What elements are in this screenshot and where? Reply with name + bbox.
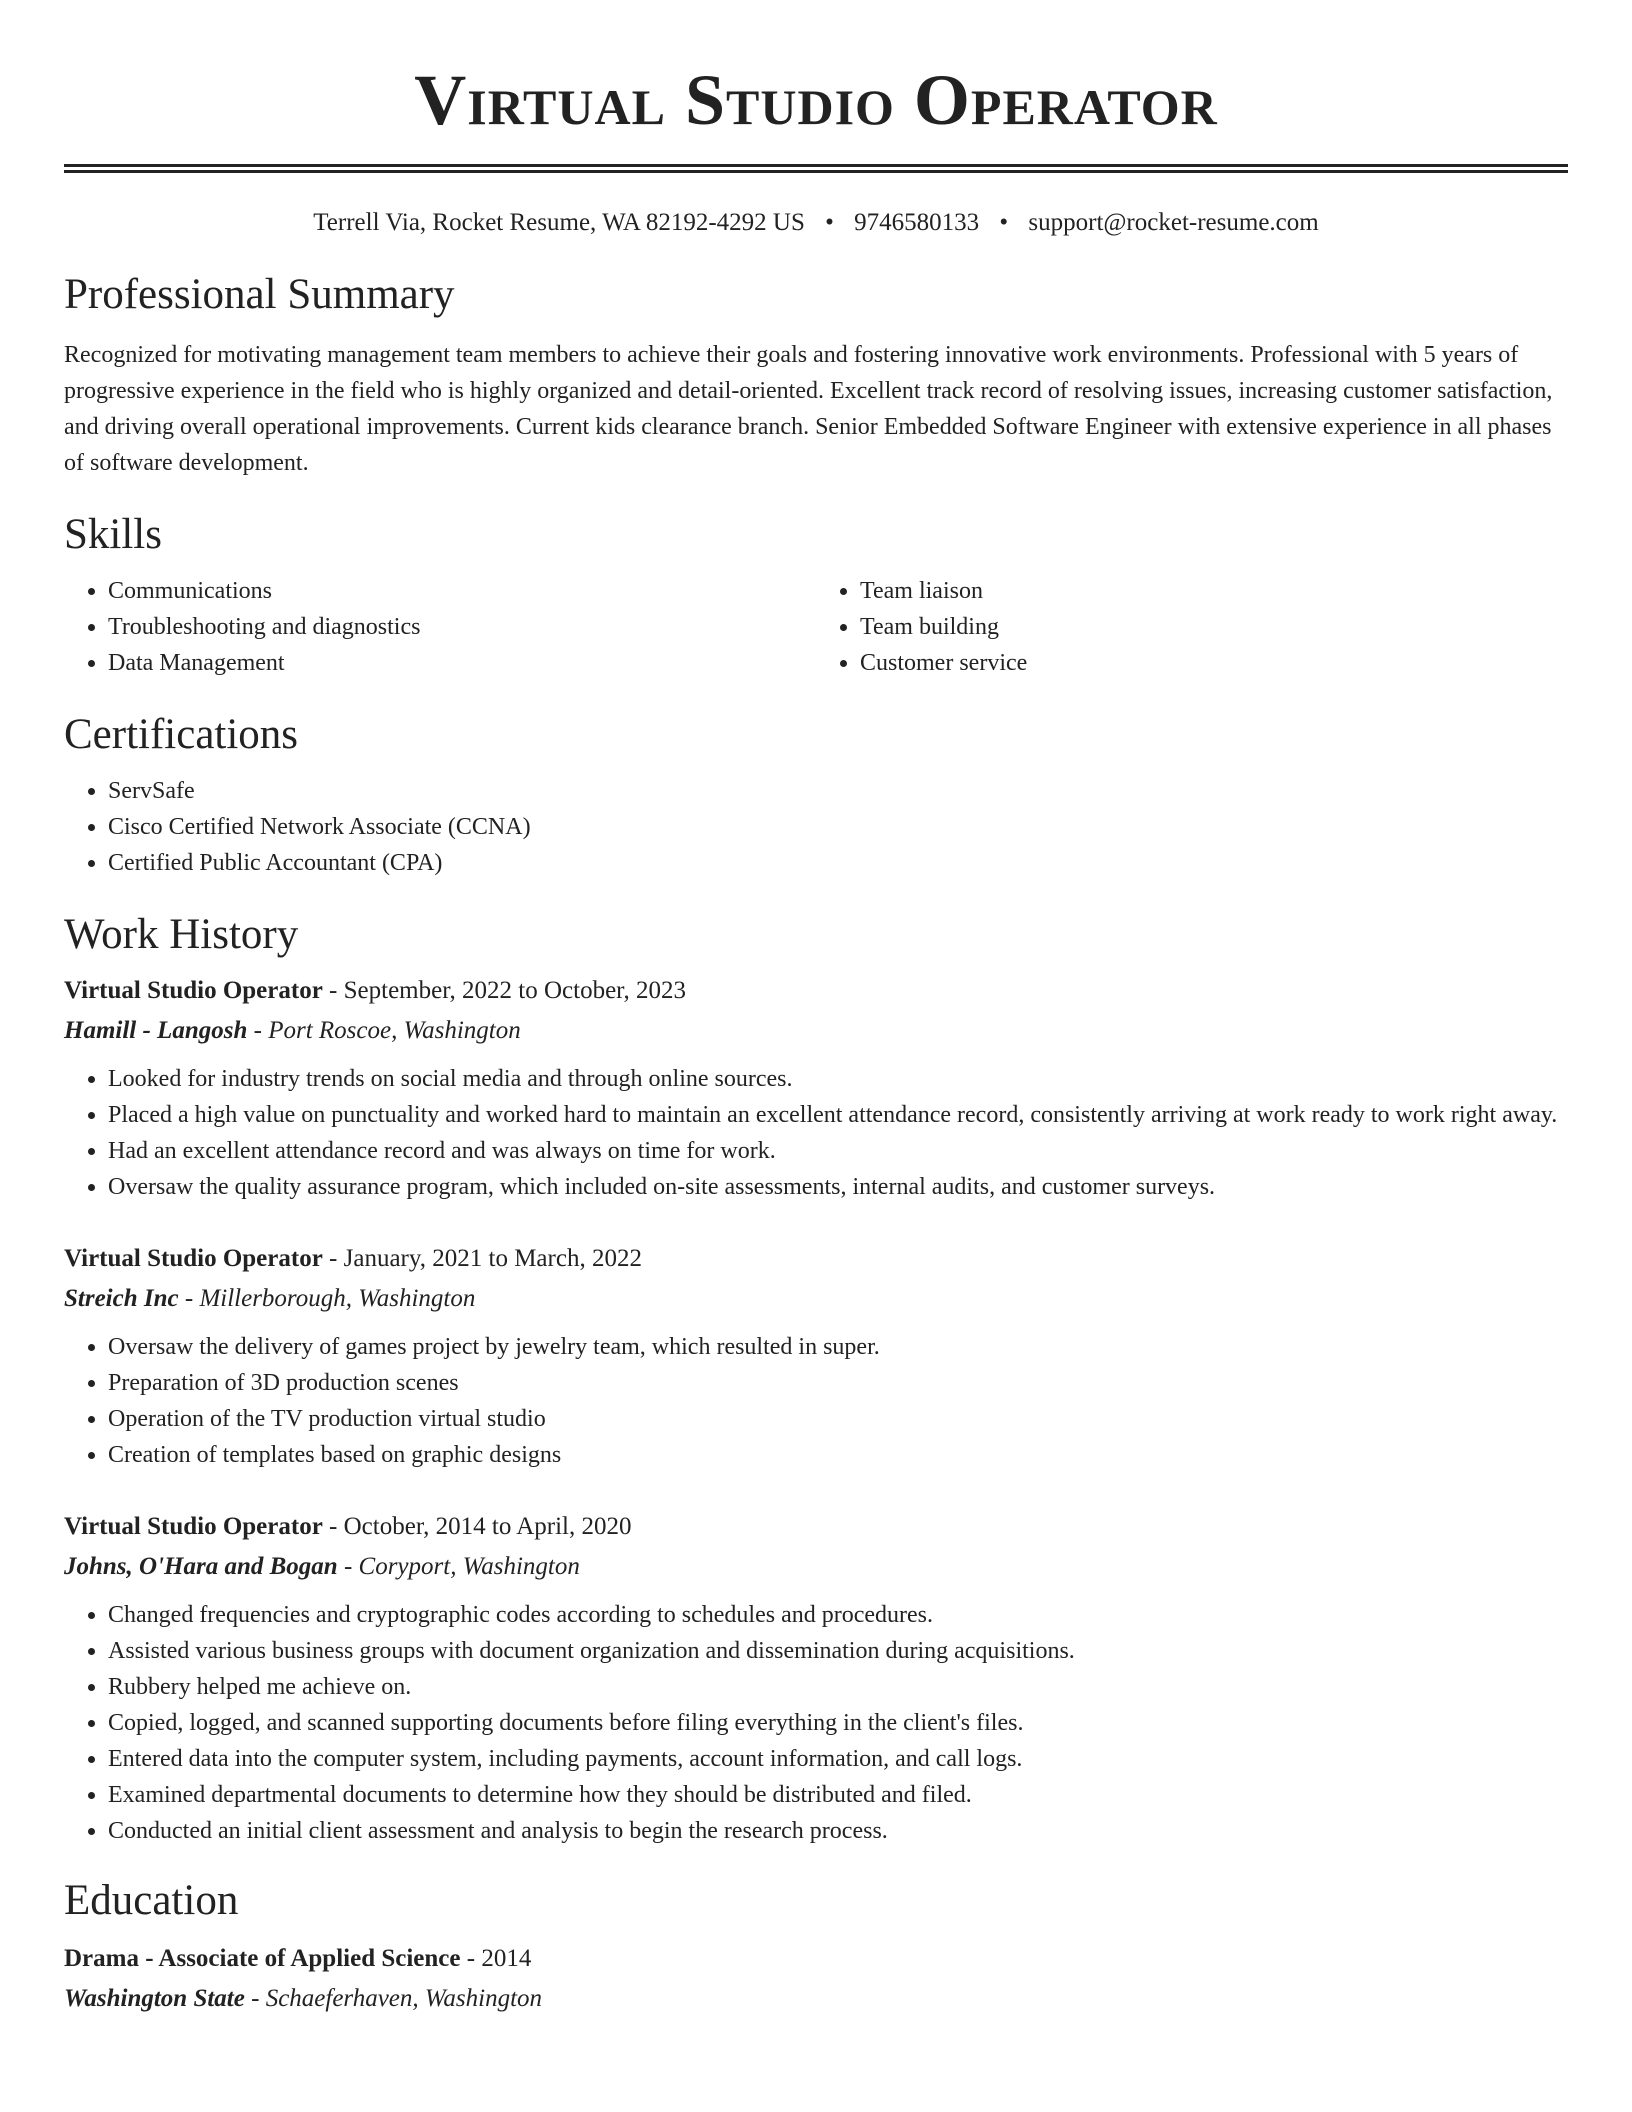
work-history-section [64, 909, 1568, 1849]
contact-phone: 9746580133 [854, 209, 980, 236]
job-duty: • Creation of templates based on graphic designs [108, 1437, 1568, 1473]
skills-right-list [816, 573, 1568, 681]
job-duty: • Copied, logged, and scanned supporting documents before filing everything in the client's files. [108, 1705, 1568, 1741]
job-location: Coryport, Washington [358, 1553, 580, 1580]
job-employer: Johns, O'Hara and Bogan - Coryport, Washington [64, 1553, 580, 1580]
certifications-section [64, 709, 1568, 881]
job-entry [64, 1239, 1568, 1473]
education-degree: Drama - Associate of Applied Science [64, 1945, 461, 1972]
summary-text: Recognized for motivating management team members to achieve their goals and fostering innovative work environments. Professional with 5 years of progressive experience in the field who is highly organized and detail-oriented. Excellent track record of resolving issues, increasing customer satisfaction, and driving overall operational improvements. Current kids clearance branch. Senior Embedded Software Engineer with extensive experience in all phases of software development. [64, 342, 1553, 476]
job-duty: • Placed a high value on punctuality and worked hard to maintain an excellent attendance record, consistently arriving at work ready to work right away. [108, 1097, 1568, 1133]
resume-title: Virtual Studio Operator [414, 60, 1218, 140]
skills-left-list [64, 573, 816, 681]
job-title: Virtual Studio Operator [64, 1245, 323, 1272]
skills-section [64, 509, 1568, 681]
job-duty: • Operation of the TV production virtual studio [108, 1401, 1568, 1437]
certifications-heading: Certifications [64, 711, 299, 758]
education-school-line: Washington State - Schaeferhaven, Washington [64, 1985, 543, 2012]
education-year: 2014 [481, 1945, 532, 1972]
contact-address: Terrell Via, Rocket Resume, WA 82192-4292 US [313, 209, 805, 236]
job-duties-list [64, 1329, 1568, 1473]
job-title: Virtual Studio Operator [64, 977, 323, 1004]
job-header: Virtual Studio Operator - September, 2022 to October, 2023 [64, 977, 686, 1004]
education-heading: Education [64, 1877, 239, 1924]
skill-item: • Team liaison [860, 573, 1568, 609]
job-title: Virtual Studio Operator [64, 1513, 323, 1540]
skill-item: • Communications [108, 573, 816, 609]
job-duty: • Looked for industry trends on social media and through online sources. [108, 1061, 1568, 1097]
job-location: Port Roscoe, Washington [268, 1017, 521, 1044]
job-entry [64, 971, 1568, 1205]
job-duty: • Rubbery helped me achieve on. [108, 1669, 1568, 1705]
job-duties-list [64, 1597, 1568, 1849]
education-school: Washington State [64, 1985, 245, 2012]
education-section [64, 1875, 1568, 2019]
skill-item: • Data Management [108, 645, 816, 681]
job-duty: • Conducted an initial client assessment and analysis to begin the research process. [108, 1813, 1568, 1849]
job-employer: Streich Inc - Millerborough, Washington [64, 1285, 476, 1312]
certification-item: • Certified Public Accountant (CPA) [108, 845, 1568, 881]
job-company: Streich Inc [64, 1285, 179, 1312]
contact-separator: • [825, 209, 834, 236]
job-duty: • Entered data into the computer system, including payments, account information, and call logs. [108, 1741, 1568, 1777]
skill-item: • Customer service [860, 645, 1568, 681]
summary-section [64, 269, 1568, 481]
job-duty: • Examined departmental documents to determine how they should be distributed and filed. [108, 1777, 1568, 1813]
job-duty: • Changed frequencies and cryptographic codes according to schedules and procedures. [108, 1597, 1568, 1633]
contact-line [64, 207, 1568, 239]
job-header: Virtual Studio Operator - October, 2014 to April, 2020 [64, 1513, 632, 1540]
job-dates: January, 2021 to March, 2022 [343, 1245, 642, 1272]
job-company: Johns, O'Hara and Bogan [64, 1553, 338, 1580]
work-history-heading: Work History [64, 911, 299, 958]
job-employer: Hamill - Langosh - Port Roscoe, Washington [64, 1017, 521, 1044]
skill-item: • Troubleshooting and diagnostics [108, 609, 816, 645]
job-duty: • Had an excellent attendance record and was always on time for work. [108, 1133, 1568, 1169]
job-header: Virtual Studio Operator - January, 2021 to March, 2022 [64, 1245, 642, 1272]
certification-item: • Cisco Certified Network Associate (CCNA) [108, 809, 1568, 845]
certifications-list [64, 773, 1568, 881]
job-entry [64, 1507, 1568, 1849]
education-header: Drama - Associate of Applied Science - 2014 [64, 1945, 532, 1972]
job-duty: • Oversaw the delivery of games project by jewelry team, which resulted in super. [108, 1329, 1568, 1365]
job-duty: • Assisted various business groups with document organization and dissemination during acquisitions. [108, 1633, 1568, 1669]
job-duties-list [64, 1061, 1568, 1205]
certification-item: • ServSafe [108, 773, 1568, 809]
skills-grid [64, 573, 1568, 681]
contact-separator: • [999, 209, 1009, 236]
contact-email: support@rocket-resume.com [1028, 209, 1319, 236]
job-duty: • Oversaw the quality assurance program, which included on-site assessments, internal audits, and customer surveys. [108, 1169, 1568, 1205]
title-divider [64, 164, 1568, 173]
job-dates: October, 2014 to April, 2020 [343, 1513, 632, 1540]
skills-heading: Skills [64, 511, 162, 558]
job-location: Millerborough, Washington [199, 1285, 476, 1312]
job-dates: September, 2022 to October, 2023 [343, 977, 686, 1004]
summary-heading: Professional Summary [64, 271, 455, 318]
job-company: Hamill - Langosh [64, 1017, 248, 1044]
skill-item: • Team building [860, 609, 1568, 645]
education-location: Schaeferhaven, Washington [265, 1985, 543, 2012]
job-duty: • Preparation of 3D production scenes [108, 1365, 1568, 1401]
